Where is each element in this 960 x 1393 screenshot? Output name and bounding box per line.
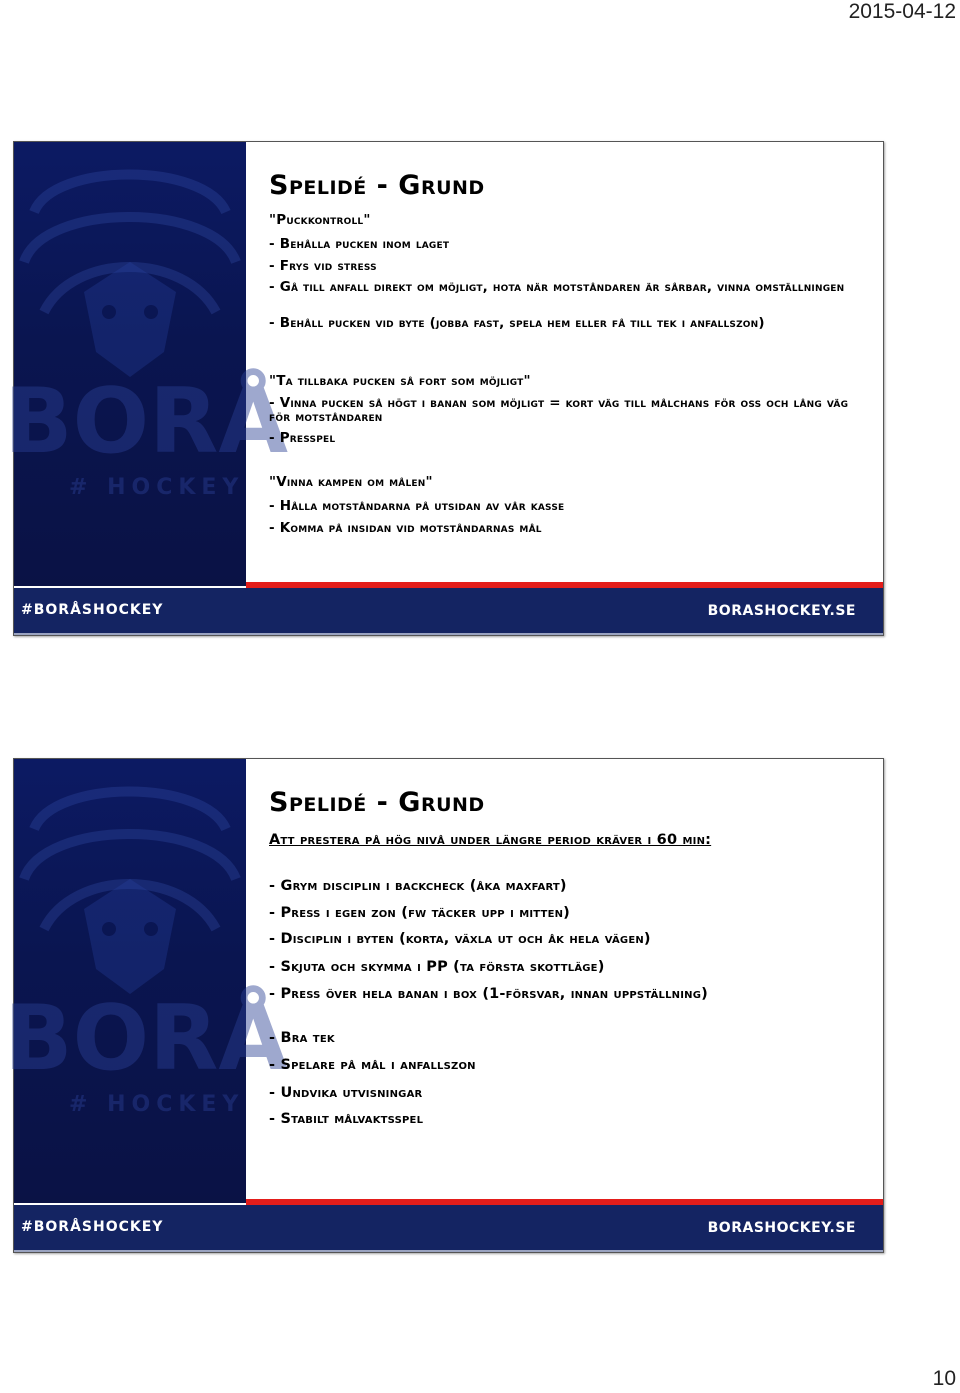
svg-text:BORÅ: BORÅ bbox=[4, 369, 289, 474]
bullet-line: - Behålla pucken inom laget bbox=[269, 236, 450, 252]
footer-website: BORASHOCKEY.SE bbox=[707, 603, 856, 619]
svg-text:# HOCKEY: # HOCKEY bbox=[69, 475, 245, 500]
bullet-line: - Hålla motståndarna på utsidan av vår kasse bbox=[269, 498, 565, 514]
slide-1 bbox=[4, 141, 884, 636]
bullet-heading: "Vinna kampen om målen" bbox=[269, 474, 433, 490]
bullet-line: - Disciplin i byten (korta, växla ut och åk hela vägen) bbox=[269, 931, 651, 947]
svg-text:BORÅ: BORÅ bbox=[4, 986, 289, 1091]
slide-2 bbox=[4, 758, 884, 1253]
slide-footer bbox=[14, 588, 883, 635]
svg-text:# HOCKEY: # HOCKEY bbox=[69, 1092, 245, 1117]
bullet-heading: "Puckkontroll" bbox=[269, 212, 371, 228]
bullet-line: - Frys vid stress bbox=[269, 258, 377, 274]
bullet-line: - Bra tek bbox=[269, 1030, 335, 1046]
footer-website: BORASHOCKEY.SE bbox=[707, 1220, 856, 1236]
lion-logo-watermark-icon bbox=[4, 142, 289, 586]
page-date: 2015-04-12 bbox=[848, 0, 956, 23]
page-number: 10 bbox=[932, 1367, 956, 1390]
footer-hashtag: #BORÅSHOCKEY bbox=[21, 1219, 164, 1235]
slide-title: Spelidé - Grund bbox=[269, 170, 485, 201]
bullet-line: - Undvika utvisningar bbox=[269, 1085, 423, 1101]
bullet-line: - Komma på insidan vid motståndarnas mål bbox=[269, 520, 542, 536]
bullet-heading: Att prestera på hög nivå under längre period kräver i 60 min: bbox=[269, 832, 712, 848]
bullet-line: - Gå till anfall direkt om möjligt, hota när motståndaren är sårbar, vinna omställningen bbox=[269, 279, 845, 295]
bullet-line: - Spelare på mål i anfallszon bbox=[269, 1057, 476, 1073]
bullet-line: - Stabilt målvaktsspel bbox=[269, 1111, 424, 1127]
footer-hashtag: #BORÅSHOCKEY bbox=[21, 602, 164, 618]
lion-logo-watermark-icon bbox=[4, 759, 289, 1203]
bullet-line: - Press över hela banan i box (1-försvar, innan uppställning) bbox=[269, 986, 708, 1002]
bullet-line: - Skjuta och skymma i PP (ta första skottläge) bbox=[269, 959, 605, 975]
bullet-heading: "Ta tillbaka pucken så fort som möjligt" bbox=[269, 373, 531, 389]
bullet-line: - Presspel bbox=[269, 430, 336, 446]
slide-footer bbox=[14, 1205, 883, 1252]
side-panel-logo bbox=[4, 759, 289, 1203]
slide-title: Spelidé - Grund bbox=[269, 787, 485, 818]
bullet-line: - Vinna pucken så högt i banan som möjligt = kort väg till målchans för oss och lång väg för motståndaren bbox=[269, 395, 849, 425]
bullet-line: - Behåll pucken vid byte (jobba fast, spela hem eller få till tek i anfallszon) bbox=[269, 315, 765, 331]
bullet-line: - Grym disciplin i backcheck (åka maxfart) bbox=[269, 878, 567, 894]
bullet-line: - Press i egen zon (fw täcker upp i mitten) bbox=[269, 905, 571, 921]
side-panel-logo bbox=[4, 142, 289, 586]
